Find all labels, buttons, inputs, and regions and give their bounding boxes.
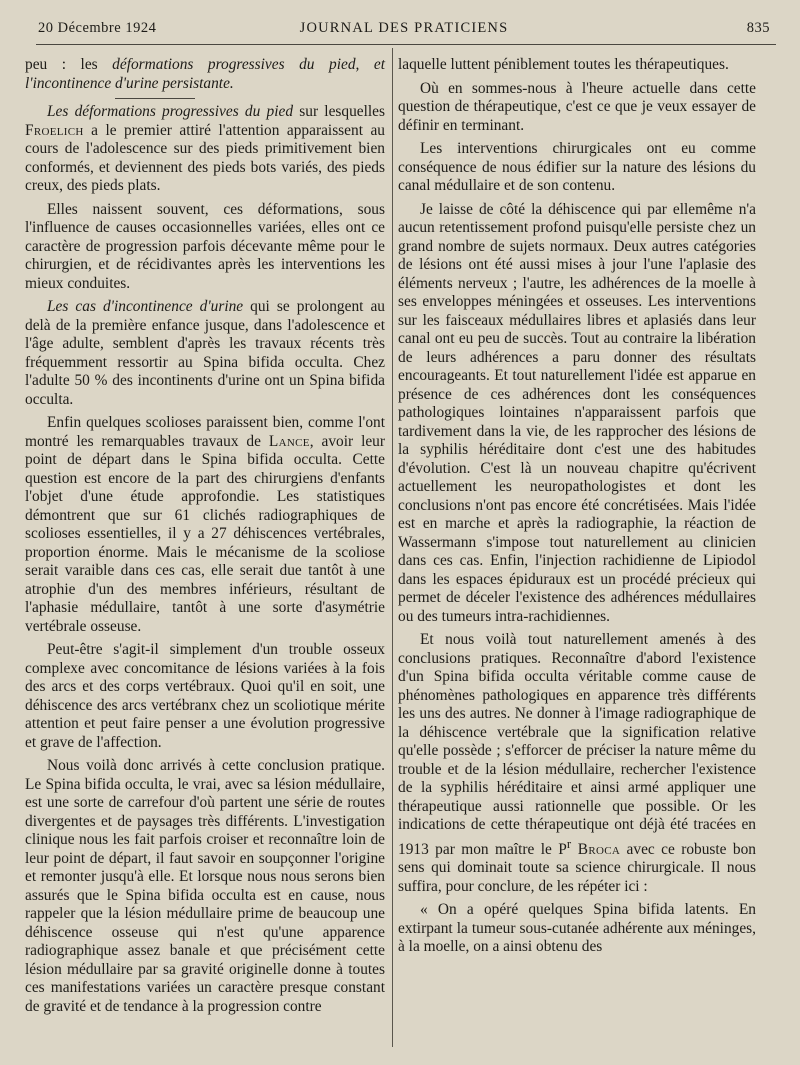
paragraph: Je laisse de côté la déhiscence qui par ellemême n'a aucun retentissement profond puisqu'elle persiste chez un grand nombre de sujets normaux. Deux autres catégories de lésions ont été aussi mises à jour l'une l'aplasie des éléments nerveux ; l'autre, les adhérences de la moelle à ses enveloppes méningées et osseuses. Les interventions sur les faisceaux médullaires libres et aplasiés dans leur canal ont eu peu de succès. Tout au contraire la libération de leurs adhérences a paru donner des résultats encourageants. Et tout naturellement l'idée est apparue en présence de ces adhérences dont les conséquences pathologiques lointaines n'apparaissent parfois que tardivement dans la vie, de les rapprocher des lésions de la syphilis héréditaire dont c'est une des habitudes d'évolution. C'est là un nouveau chapitre qu'écrivent actuellement les neuropathologistes et dont les conclusions n'ont pas encore été concrétisées. Mais l'idée est en marche et après la radiographie, la réaction de Wassermann s'impose tout naturellement au clinicien dans ces cas. Enfin, l'injection rachidienne de Lipiodol dans les espaces épiduraux est un procédé précieux qui permet de déceler l'existence des adhérences médullaires ou des tumeurs intra-rachidiennes.: [398, 200, 756, 625]
author-name: Froelich: [25, 121, 84, 139]
section-rule: [115, 98, 195, 99]
paragraph: [25, 298, 385, 409]
emphasis-text: Les déformations progressives du pied: [47, 103, 294, 120]
paragraph: « On a opéré quelques Spina bifida latents. En extirpant la tumeur sous-cutanée adhérente aux méninges, à la moelle, on a ainsi obtenu des: [398, 901, 756, 956]
emphasis-text: déformations progressives du pied, et l'incontinence d'urine persistante.: [25, 56, 385, 92]
author-name: Lance: [268, 432, 310, 450]
paragraph-text: sur lesquelles: [293, 103, 385, 120]
superscript: r: [566, 836, 572, 851]
paragraph: Nous voilà donc arrivés à cette conclusion pratique. Le Spina bifida occulta, le vrai, avec sa lésion médullaire, est une sorte de carrefour d'où partent une série de routes divergentes et de paysages très différents. L'investigation clinique nous les fait parfois croiser et reconnaître loin de leur point de départ, il faut savoir en soupçonner l'origine et remonter jusqu'à elle. Et lorsque nous nous serons bien assurés que le Spina bifida occulta est en cause, nous rappeler que la lésion médullaire prime de beaucoup une déhiscence osseuse qui n'est qu'une apparence radiographique assez banale et que précisément cette lésion médullaire par sa gravité originelle donne à toutes ces manifestations variées un caractère presque constant de gravité et de tendance à la progression contre: [25, 757, 385, 1015]
right-column: [398, 56, 756, 957]
paragraph-text: qui se prolongent au delà de la première enfance jusque, dans l'adolescence et l'âge adulte, semblent d'après les travaux récents très fréquemment ressortir au Spina bifida occulta. Chez l'adulte 50 % des incontinents d'urine ont un Spina bifida occulta.: [25, 298, 385, 408]
author-name: Broca: [571, 840, 621, 858]
emphasis-text: Les cas d'incontinence d'urine: [47, 298, 244, 315]
journal-title: JOURNAL DES PRATICIENS: [299, 20, 509, 36]
paragraph: [25, 414, 385, 636]
paragraph: [398, 631, 756, 896]
header-rule: [36, 44, 776, 45]
running-header: [38, 20, 770, 42]
left-column: [25, 56, 385, 1021]
paragraph-text: avec ce robuste bon sens qui dominait toute sa science chirurgicale. Il nous suffira, pour conclure, de les répéter ici :: [398, 840, 757, 895]
paragraph-text: a le premier attiré l'attention apparaissent au cours de l'adolescence sur des pieds primitivement bien conformés, et deviennent des pieds bots variés, des pieds creux, des pieds plats.: [25, 121, 385, 194]
paragraph-text: peu : les: [25, 56, 113, 73]
paragraph-text: Et nous voilà tout naturellement amenés à des conclusions pratiques. Reconnaître d'abord l'existence d'un Spina bifida occulta véritable comme cause de phénomènes pathologiques en apparence très différents les uns des autres. Ne donner à l'image radiographique de la déhiscence vertébrale que la signification relative qu'elle possède ; s'efforcer de préciser la nature même du trouble et de la lésion médullaire, rechercher l'existence de la syphilis héréditaire et ainsi armé appliquer une thérapeutique aussi rationnelle que possible. Or les indications de cette thérapeutique ont déjà été tracées en 1913 par mon maître le P: [398, 631, 756, 858]
paragraph: Elles naissent souvent, ces déformations, sous l'influence de causes occasionnelles variées, elles ont ce caractère de progression parfois décevante même pour le chirurgien, et de récidivantes après les interventions les mieux conduites.: [25, 200, 385, 292]
paragraph: Où en sommes-nous à l'heure actuelle dans cette question de thérapeutique, c'est ce que je veux essayer de définir en terminant.: [398, 79, 756, 134]
paragraph: laquelle luttent péniblement toutes les thérapeutiques.: [398, 56, 729, 73]
paragraph: Peut-être s'agit-il simplement d'un trouble osseux complexe avec concomitance de lésions variées à la fois des arcs et des corps vertébraux. Quoi qu'il en soit, une déhiscence des arcs vertébranx chez un scoliotique mérite attention et peut faire penser a une évolution progressive et grave de l'affection.: [25, 641, 385, 751]
header-date: 20 Décembre 1924: [38, 20, 157, 36]
paragraph: Les interventions chirurgicales ont eu comme conséquence de nous édifier sur la nature des lésions du canal médullaire et de son contenu.: [398, 140, 756, 194]
paragraph-text: Enfin quelques scolioses paraissent bien, comme l'ont montré les remarquables travaux de: [25, 414, 385, 450]
paragraph: [25, 56, 385, 93]
column-divider: [392, 48, 393, 1047]
paragraph: [25, 103, 385, 196]
page-number: 835: [746, 20, 770, 36]
paragraph-text: , avoir leur point de départ dans le Spina bifida occulta. Cette question est encore de la part des chirurgiens d'enfants l'objet d'une étude approfondie. Les statistiques démontrent que sur 61 clichés radiographiques de scolioses essentielles, il y a 27 déhiscences vertébrales, proportion énorme. Mais le mécanisme de la scoliose serait varaible dans ces cas, elle serait due tantôt à une atrophie d'un des membres inférieurs, résultant de l'aphasie médullaire, tantôt à une sorte d'asymétrie vertébrale osseuse.: [25, 432, 385, 635]
